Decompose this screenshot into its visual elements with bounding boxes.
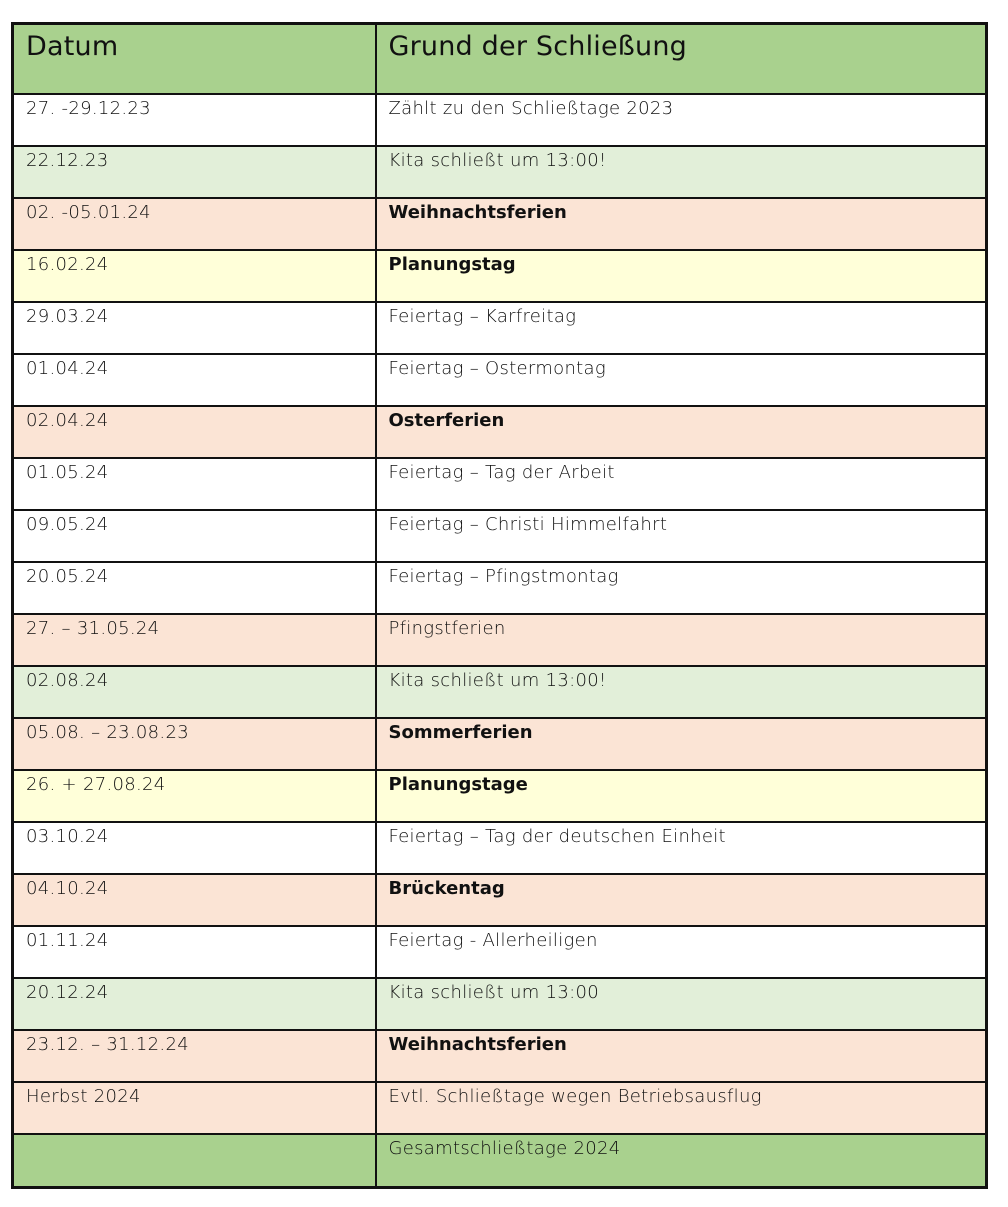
reason-cell: Planungstag	[376, 250, 987, 302]
date-cell: 22.12.23	[13, 146, 376, 198]
table-row	[13, 1030, 987, 1082]
table-row	[13, 406, 987, 458]
table-row	[13, 614, 987, 666]
reason-cell: Evtl. Schließtage wegen Betriebsausflug	[376, 1082, 987, 1134]
table-row	[13, 94, 987, 146]
date-cell: 20.12.24	[13, 978, 376, 1030]
table-row	[13, 718, 987, 770]
reason-cell: Brückentag	[376, 874, 987, 926]
table-row	[13, 250, 987, 302]
table-row	[13, 354, 987, 406]
reason-cell: Planungstage	[376, 770, 987, 822]
reason-cell: Feiertag – Tag der Arbeit	[376, 458, 987, 510]
reason-cell: Osterferien	[376, 406, 987, 458]
date-cell: 01.05.24	[13, 458, 376, 510]
table-row	[13, 978, 987, 1030]
reason-cell: Feiertag – Tag der deutschen Einheit	[376, 822, 987, 874]
date-cell: 01.04.24	[13, 354, 376, 406]
reason-cell: Kita schließt um 13:00	[376, 978, 987, 1030]
date-cell: 27. -29.12.23	[13, 94, 376, 146]
table-row	[13, 562, 987, 614]
table-row	[13, 822, 987, 874]
header-reason: Grund der Schließung	[376, 24, 987, 94]
date-cell: Herbst 2024	[13, 1082, 376, 1134]
table-row	[13, 302, 987, 354]
date-cell: 05.08. – 23.08.23	[13, 718, 376, 770]
date-cell: 04.10.24	[13, 874, 376, 926]
table-row	[13, 666, 987, 718]
reason-cell: Feiertag – Ostermontag	[376, 354, 987, 406]
table-row	[13, 146, 987, 198]
reason-cell: Feiertag – Karfreitag	[376, 302, 987, 354]
date-cell: 20.05.24	[13, 562, 376, 614]
closure-days-table	[11, 22, 988, 1189]
table-header-row	[13, 24, 987, 94]
reason-cell: Kita schließt um 13:00!	[376, 146, 987, 198]
date-cell: 02. -05.01.24	[13, 198, 376, 250]
reason-cell: Weihnachtsferien	[376, 198, 987, 250]
date-cell: 26. + 27.08.24	[13, 770, 376, 822]
reason-cell: Feiertag - Allerheiligen	[376, 926, 987, 978]
reason-cell: Kita schließt um 13:00!	[376, 666, 987, 718]
date-cell: 27. – 31.05.24	[13, 614, 376, 666]
header-date: Datum	[13, 24, 376, 94]
table-row	[13, 770, 987, 822]
reason-cell: Weihnachtsferien	[376, 1030, 987, 1082]
table-row	[13, 1082, 987, 1134]
table-row	[13, 510, 987, 562]
closure-table-container	[11, 22, 985, 1189]
reason-cell: Pfingstferien	[376, 614, 987, 666]
reason-cell: Feiertag – Pfingstmontag	[376, 562, 987, 614]
table-row	[13, 874, 987, 926]
reason-cell: Gesamtschließtage 2024	[376, 1134, 987, 1188]
table-row	[13, 458, 987, 510]
date-cell: 01.11.24	[13, 926, 376, 978]
date-cell: 02.04.24	[13, 406, 376, 458]
reason-cell: Zählt zu den Schließtage 2023	[376, 94, 987, 146]
table-body	[13, 94, 987, 1188]
date-cell: 02.08.24	[13, 666, 376, 718]
reason-cell: Feiertag – Christi Himmelfahrt	[376, 510, 987, 562]
date-cell: 09.05.24	[13, 510, 376, 562]
date-cell: 03.10.24	[13, 822, 376, 874]
table-row	[13, 198, 987, 250]
reason-cell: Sommerferien	[376, 718, 987, 770]
date-cell: 23.12. – 31.12.24	[13, 1030, 376, 1082]
table-row	[13, 926, 987, 978]
date-cell: 16.02.24	[13, 250, 376, 302]
total-row	[13, 1134, 987, 1188]
date-cell	[13, 1134, 376, 1188]
date-cell: 29.03.24	[13, 302, 376, 354]
